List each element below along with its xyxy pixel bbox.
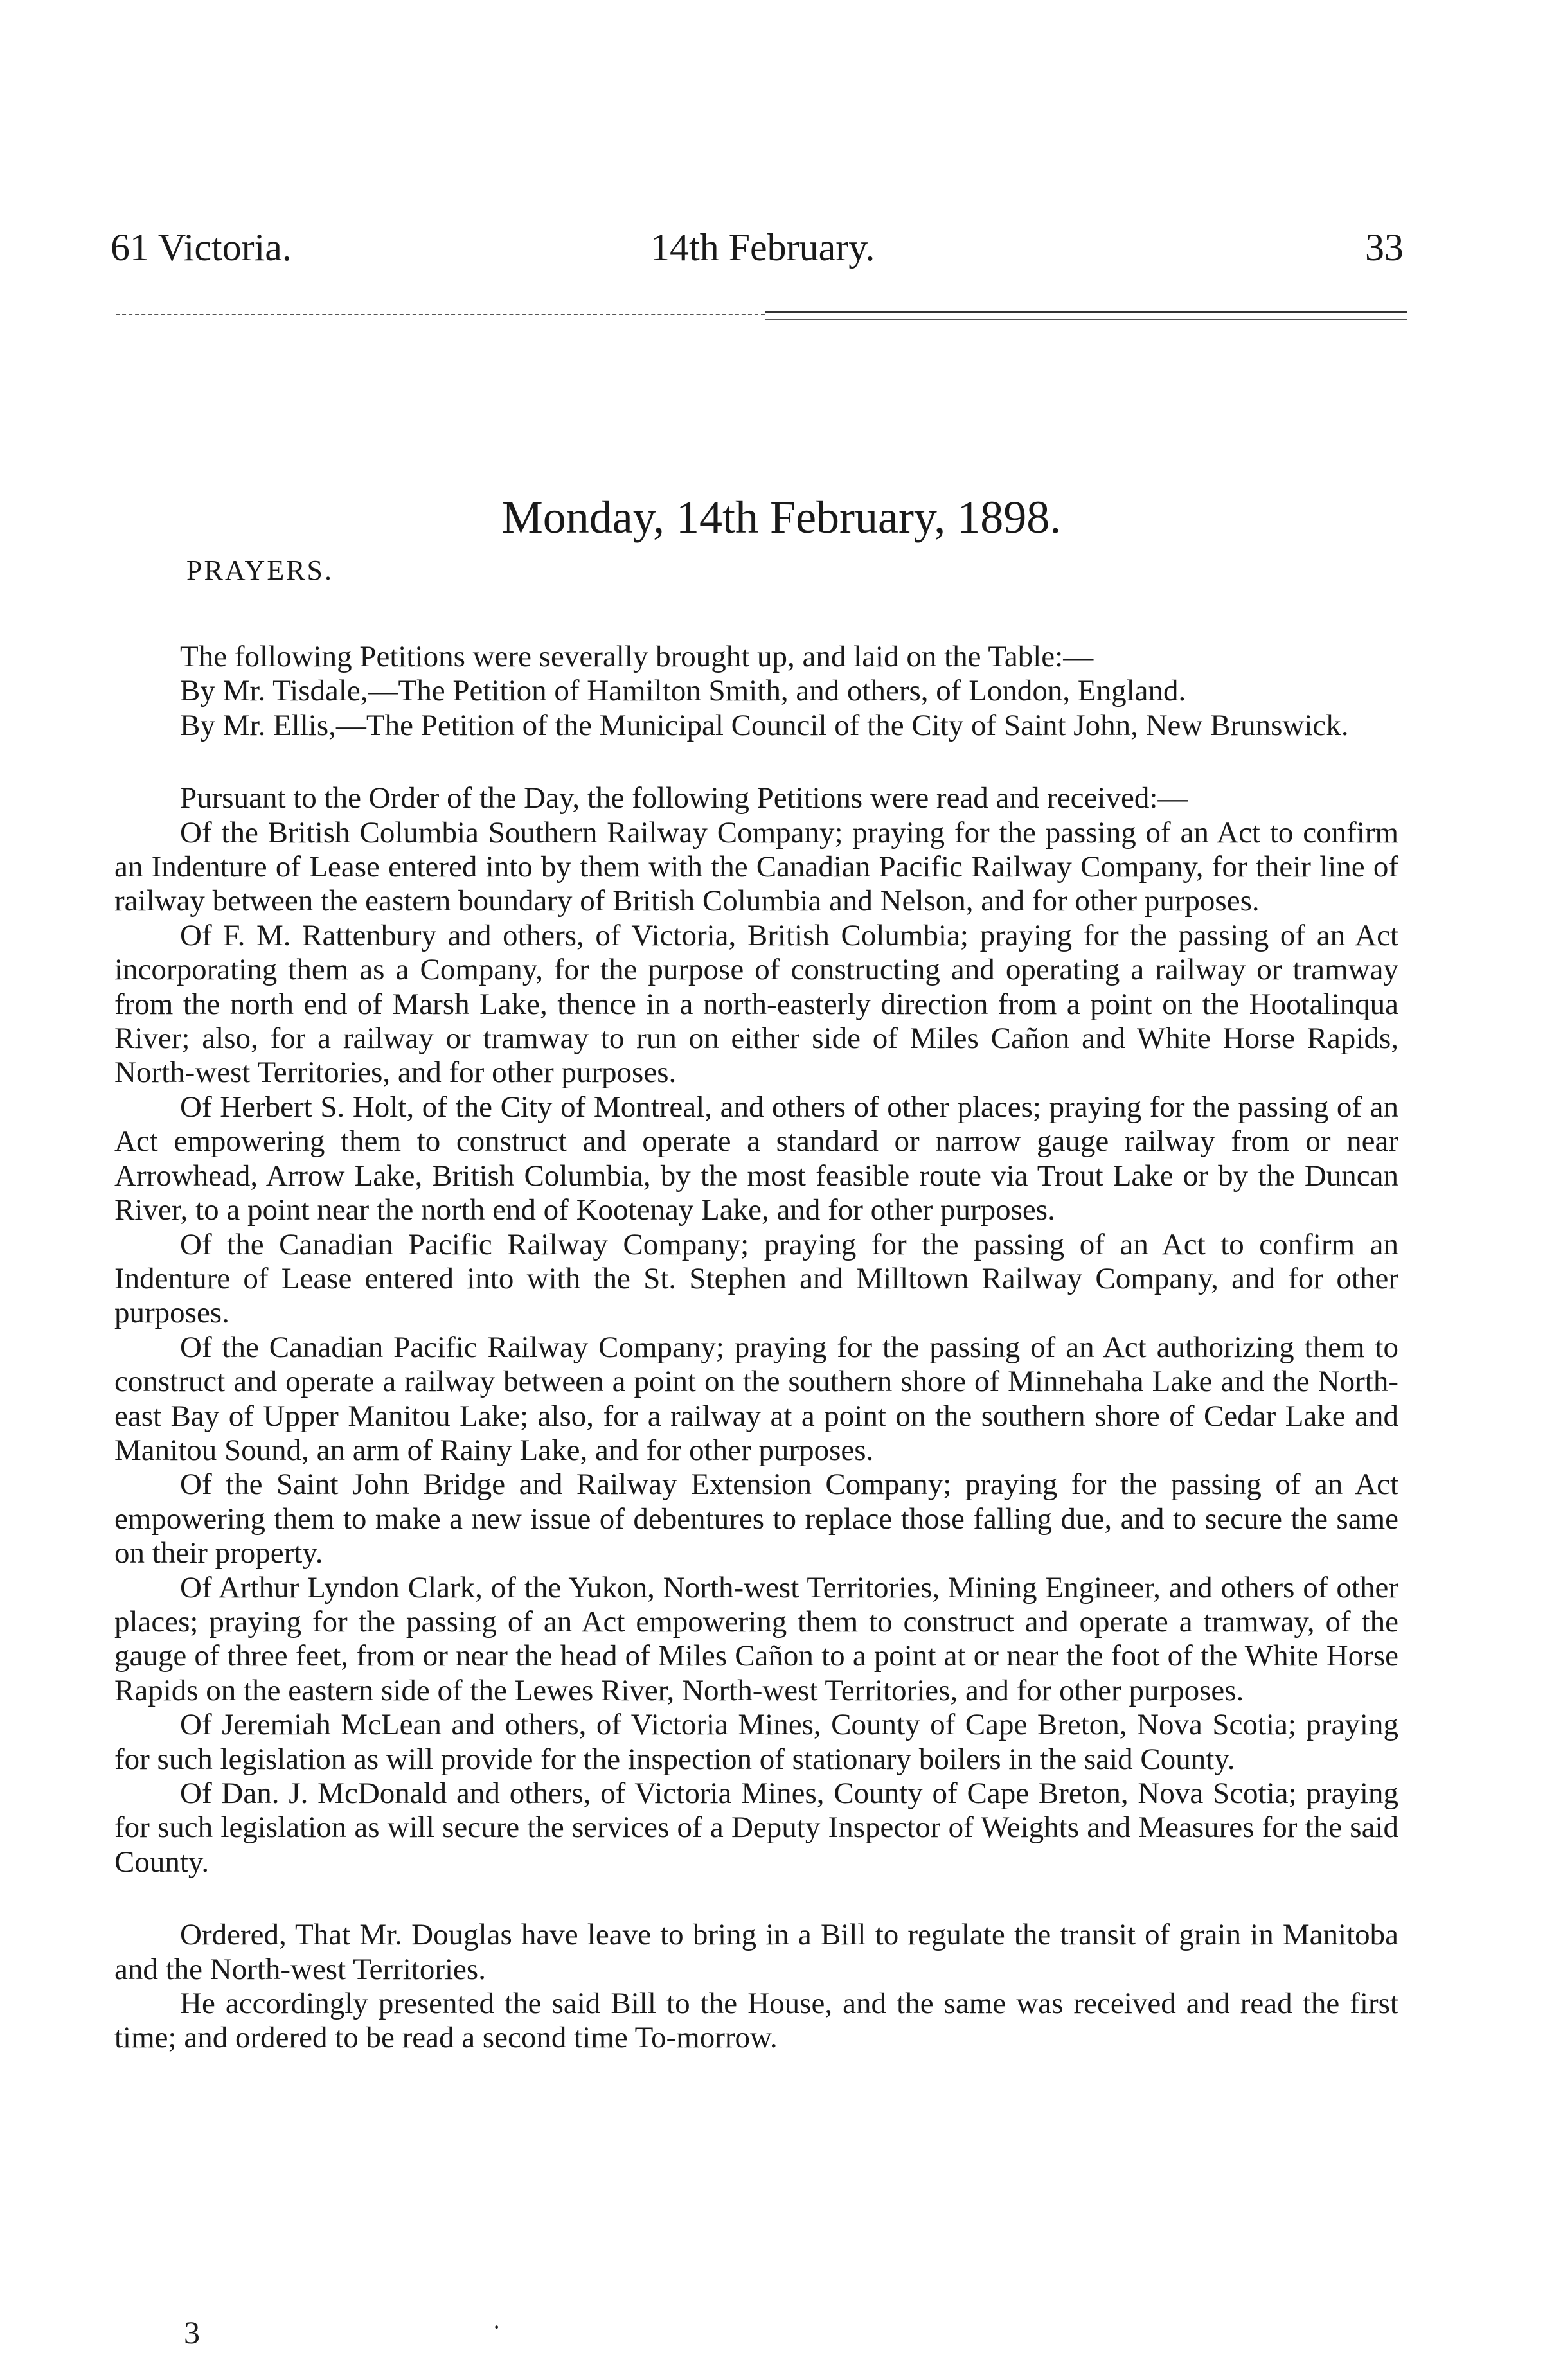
order-paragraph: Ordered, That Mr. Douglas have leave to bring in a Bill to regulate the transit of grain in Manitoba and the North-west Territories. — [114, 1918, 1398, 1986]
prayers-heading: PRAYERS. — [186, 555, 334, 586]
petitions-intro: The following Petitions were severally brought up, and laid on the Table:— — [180, 640, 1094, 673]
header-date: 14th February. — [650, 226, 875, 269]
bill-presented: He accordingly presented the said Bill to the House, and the same was received and read the first time; and ordered to be read a second time To-morrow. — [114, 1987, 1398, 2055]
section-gap — [114, 1879, 1398, 1918]
petition-received: Of F. M. Rattenbury and others, of Victoria, British Columbia; praying for the passing of an Act incorporating them as a Company, for the purpose of constructing and operating a railway or tramway from the north end of Marsh Lake, thence in a north-easterly direction from a point on the Hootalinqua River; also, for a railway or tramway to run on either side of Miles Cañon and White Horse Rapids, North-west Territories, and for other purposes. — [114, 918, 1398, 1090]
page-number: 33 — [1365, 226, 1404, 269]
petition-received: Of the Canadian Pacific Railway Company; praying for the passing of an Act authorizing them to construct and operate a railway between a point on the southern shore of Minnehaha Lake and the North-east Bay of Upper Manitou Lake; also, for a railway at a point on the southern shore of Cedar Lake and Manitou Sound, an arm of Rainy Lake, and for other purposes. — [114, 1330, 1398, 1467]
sitting-date-heading: Monday, 14th February, 1898. — [501, 492, 1062, 543]
signature-mark: 3 — [184, 2314, 200, 2350]
received-intro: Pursuant to the Order of the Day, the following Petitions were read and received:— — [180, 781, 1188, 815]
petition-entry: By Mr. Ellis,—The Petition of the Municipal Council of the City of Saint John, New Brunswick. — [180, 708, 1349, 742]
petition-received: Of Jeremiah McLean and others, of Victoria Mines, County of Cape Breton, Nova Scotia; praying for such legislation as will provide for the inspection of stationary boilers in the said County. — [114, 1708, 1398, 1776]
petition-received: Of the Saint John Bridge and Railway Extension Company; praying for the passing of an Act empowering them to make a new issue of debentures to replace those falling due, and to secure the same on their property. — [114, 1468, 1398, 1570]
petition-received: Of the British Columbia Southern Railway Company; praying for the passing of an Act to confirm an Indenture of Lease entered into by them with the Canadian Pacific Railway Company, for their line of railway between the eastern boundary of British Columbia and Nelson, and for other purposes. — [114, 815, 1398, 918]
print-dot: · — [492, 2313, 501, 2341]
petition-received: Of Arthur Lyndon Clark, of the Yukon, North-west Territories, Mining Engineer, and others of other places; praying for the passing of an Act empowering them to construct and operate a tramway, of the gauge of three feet, from or near the head of Miles Cañon to a point at or near the foot of the White Horse Rapids on the eastern side of the Lewes River, North-west Territories, and for other purposes. — [114, 1570, 1398, 1707]
journal-body — [114, 640, 1398, 2056]
header-rule-double-top — [765, 311, 1407, 313]
header-rule-double-bottom — [765, 319, 1407, 320]
regnal-year: 61 Victoria. — [111, 226, 292, 269]
section-gap — [114, 743, 1398, 781]
petition-received: Of the Canadian Pacific Railway Company; praying for the passing of an Act to confirm an Indenture of Lease entered into with the St. Stephen and Milltown Railway Company, and for other purposes. — [114, 1227, 1398, 1330]
running-head — [111, 225, 1404, 270]
petition-entry: By Mr. Tisdale,—The Petition of Hamilton Smith, and others, of London, England. — [180, 674, 1186, 708]
petition-received: Of Herbert S. Holt, of the City of Montreal, and others of other places; praying for the passing of an Act empowering them to construct and operate a standard or narrow gauge railway from or near Arrowhead, Arrow Lake, British Columbia, by the most feasible route via Trout Lake or by the Duncan River, to a point near the north end of Kootenay Lake, and for other purposes. — [114, 1090, 1398, 1227]
header-rule-dashed — [116, 314, 765, 315]
petition-received: Of Dan. J. McDonald and others, of Victoria Mines, County of Cape Breton, Nova Scotia; praying for such legislation as will secure the services of a Deputy Inspector of Weights and Measures for the said County. — [114, 1777, 1398, 1879]
